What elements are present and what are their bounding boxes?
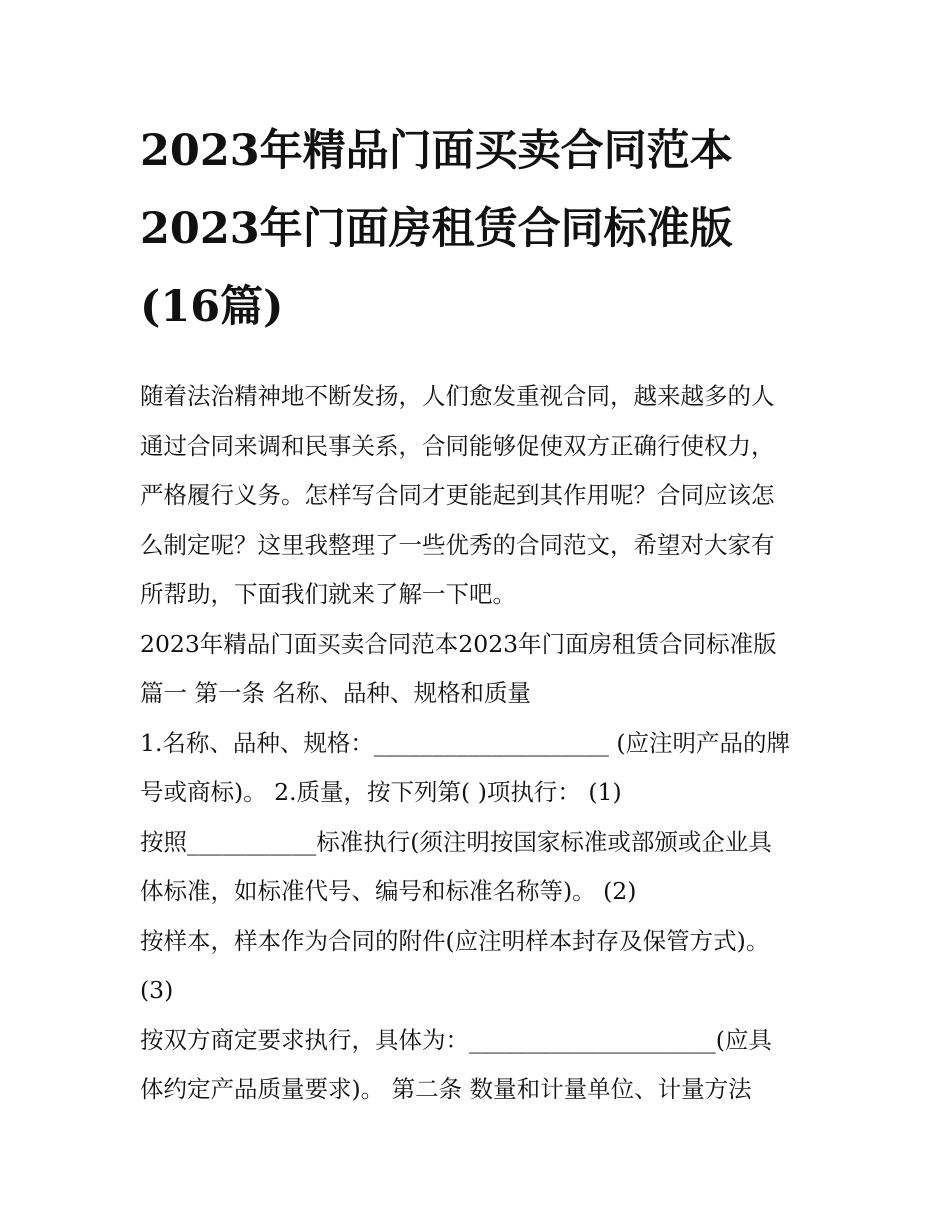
- title-line-1: 2023年精品门面买卖合同范本: [140, 126, 733, 176]
- contract-line-4: 号或商标)。 2.质量，按下列第( )项执行： (1): [140, 778, 622, 806]
- intro-line-5: 所帮助，下面我们就来了解一下吧。: [140, 580, 516, 608]
- title-line-3: (16篇): [140, 282, 284, 332]
- contract-line-6: 体标准，如标准代号、编号和标准名称等)。 (2): [140, 877, 637, 905]
- contract-line-2: 篇一 第一条 名称、品种、规格和质量: [140, 679, 531, 707]
- intro-line-1: 随着法治精神地不断发扬，人们愈发重视合同，越来越多的人: [140, 382, 775, 410]
- contract-text: [140, 620, 815, 1115]
- contract-line-8: (3): [140, 976, 174, 1004]
- intro-line-3: 严格履行义务。怎样写合同才更能起到其作用呢？合同应该怎: [140, 481, 775, 509]
- contract-line-10: 体约定产品质量要求)。 第二条 数量和计量单位、计量方法: [140, 1075, 752, 1103]
- contract-line-3: 1.名称、品种、规格：____________________ (应注明产品的牌: [140, 728, 791, 757]
- intro-paragraph: [140, 372, 815, 620]
- contract-line-1: 2023年精品门面买卖合同范本2023年门面房租赁合同标准版: [140, 629, 777, 658]
- document-body: [140, 372, 815, 1115]
- intro-line-4: 么制定呢？这里我整理了一些优秀的合同范文，希望对大家有: [140, 530, 775, 559]
- title-line-2: 2023年门面房租赁合同标准版: [140, 204, 733, 254]
- intro-line-2: 通过合同来调和民事关系，合同能够促使双方正确行使权力，: [140, 431, 775, 460]
- contract-line-5: 按照___________标准执行(须注明按国家标准或部颁或企业具: [140, 827, 772, 856]
- document-page: [140, 112, 815, 1115]
- contract-line-9: 按双方商定要求执行，具体为：_____________________(应具: [140, 1025, 772, 1054]
- contract-line-7: 按样本，样本作为合同的附件(应注明样本封存及保管方式)。: [140, 926, 770, 955]
- document-title: [140, 112, 815, 346]
